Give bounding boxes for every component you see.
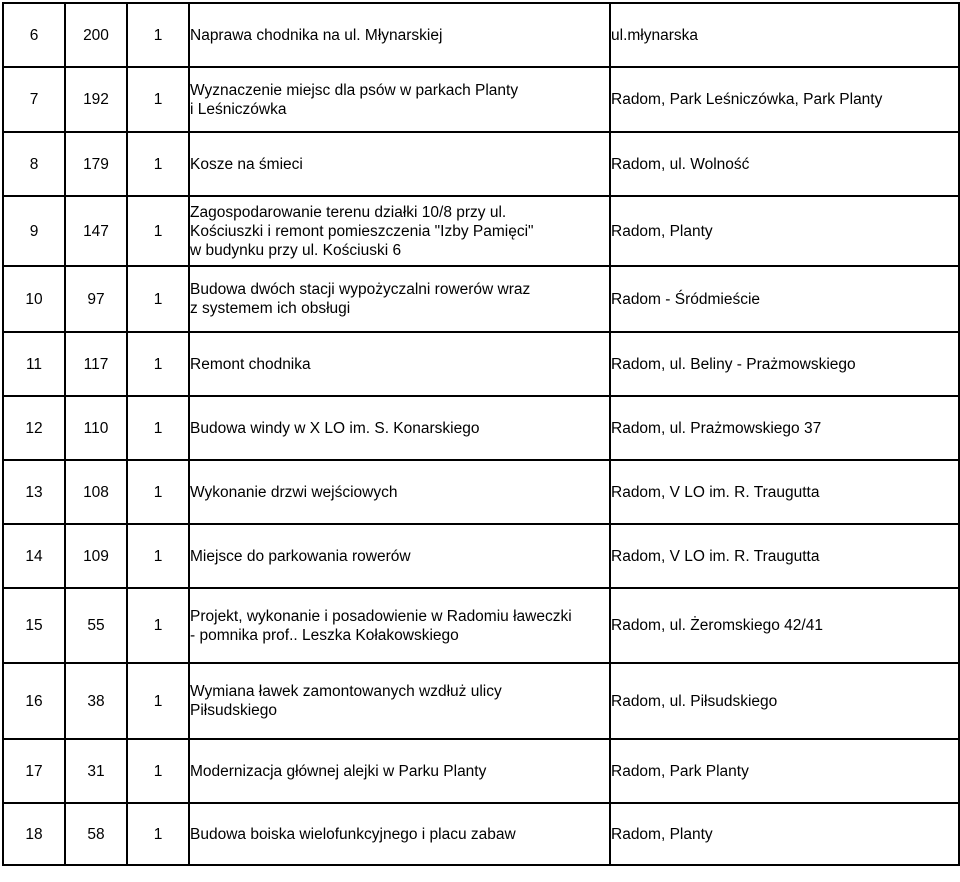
- project-name-line: Wyznaczenie miejsc dla psów w parkach Planty: [190, 81, 519, 99]
- project-location: Radom, Planty: [610, 803, 959, 865]
- project-location: Radom, ul. Beliny - Prażmowskiego: [610, 332, 959, 396]
- row-number: 14: [3, 524, 65, 588]
- project-location: Radom, Planty: [610, 196, 959, 266]
- row-number: 17: [3, 739, 65, 803]
- project-location: Radom - Śródmieście: [610, 266, 959, 332]
- project-name-line: Wymiana ławek zamontowanych wzdłuż ulicy: [190, 683, 502, 700]
- project-name: [189, 332, 610, 396]
- row-number: 6: [3, 3, 65, 67]
- project-name-line: Kościuszki i remont pomieszczenia "Izby Pamięci": [190, 222, 534, 240]
- table-row: [3, 739, 959, 803]
- vote-count: 109: [65, 524, 127, 588]
- item-count: 1: [127, 524, 189, 588]
- projects-table-body: [3, 3, 959, 865]
- project-location: Radom, ul. Żeromskiego 42/41: [610, 588, 959, 663]
- row-number: 8: [3, 132, 65, 196]
- project-name-line: Wykonanie drzwi wejściowych: [190, 483, 398, 501]
- project-name: [189, 67, 610, 132]
- project-name-line: w budynku przy ul. Kościuski 6: [190, 241, 402, 259]
- row-number: 13: [3, 460, 65, 524]
- item-count: 1: [127, 332, 189, 396]
- project-location: Radom, V LO im. R. Traugutta: [610, 524, 959, 588]
- project-location: ul.młynarska: [610, 3, 959, 67]
- item-count: 1: [127, 196, 189, 266]
- vote-count: 31: [65, 739, 127, 803]
- table-row: [3, 332, 959, 396]
- project-location: Radom, ul. Wolność: [610, 132, 959, 196]
- item-count: 1: [127, 132, 189, 196]
- table-row: [3, 3, 959, 67]
- vote-count: 110: [65, 396, 127, 460]
- project-name-line: Miejsce do parkowania rowerów: [190, 547, 411, 565]
- row-number: 9: [3, 196, 65, 266]
- project-location: Radom, V LO im. R. Traugutta: [610, 460, 959, 524]
- project-name-line: Budowa boiska wielofunkcyjnego i placu zabaw: [190, 825, 516, 843]
- project-name-line: Naprawa chodnika na ul. Młynarskiej: [190, 26, 443, 44]
- item-count: 1: [127, 803, 189, 865]
- row-number: 11: [3, 332, 65, 396]
- project-name-line: Budowa windy w X LO im. S. Konarskiego: [190, 419, 480, 437]
- table-row: [3, 266, 959, 332]
- table-row: [3, 67, 959, 132]
- row-number: 7: [3, 67, 65, 132]
- table-row: [3, 196, 959, 266]
- item-count: 1: [127, 460, 189, 524]
- vote-count: 38: [65, 663, 127, 739]
- project-name-line: Projekt, wykonanie i posadowienie w Radomiu ławeczki: [190, 607, 572, 625]
- vote-count: 55: [65, 588, 127, 663]
- table-row: [3, 803, 959, 865]
- item-count: 1: [127, 67, 189, 132]
- project-name: [189, 803, 610, 865]
- vote-count: 200: [65, 3, 127, 67]
- project-location: Radom, ul. Piłsudskiego: [610, 663, 959, 739]
- vote-count: 179: [65, 132, 127, 196]
- project-name: [189, 196, 610, 266]
- project-name-line: Remont chodnika: [190, 355, 311, 373]
- vote-count: 192: [65, 67, 127, 132]
- project-name: [189, 588, 610, 663]
- table-row: [3, 396, 959, 460]
- project-name: [189, 739, 610, 803]
- project-name-line: Modernizacja głównej alejki w Parku Planty: [190, 762, 487, 780]
- project-name-line: i Leśniczówka: [190, 100, 287, 118]
- item-count: 1: [127, 663, 189, 739]
- row-number: 16: [3, 663, 65, 739]
- project-name-line: z systemem ich obsługi: [190, 300, 351, 317]
- vote-count: 97: [65, 266, 127, 332]
- table-row: [3, 460, 959, 524]
- project-name-line: - pomnika prof.. Leszka Kołakowskiego: [190, 626, 459, 644]
- project-name: [189, 266, 610, 332]
- project-location: Radom, ul. Prażmowskiego 37: [610, 396, 959, 460]
- vote-count: 117: [65, 332, 127, 396]
- item-count: 1: [127, 396, 189, 460]
- table-row: [3, 132, 959, 196]
- row-number: 12: [3, 396, 65, 460]
- project-location: Radom, Park Planty: [610, 739, 959, 803]
- table-row: [3, 524, 959, 588]
- project-name: [189, 663, 610, 739]
- project-name: [189, 396, 610, 460]
- project-name-line: Piłsudskiego: [190, 702, 278, 719]
- project-name: [189, 524, 610, 588]
- project-name: [189, 132, 610, 196]
- row-number: 18: [3, 803, 65, 865]
- item-count: 1: [127, 739, 189, 803]
- project-location: Radom, Park Leśniczówka, Park Planty: [610, 67, 959, 132]
- project-name-line: Kosze na śmieci: [190, 155, 303, 173]
- project-name: [189, 460, 610, 524]
- item-count: 1: [127, 266, 189, 332]
- project-name: [189, 3, 610, 67]
- vote-count: 108: [65, 460, 127, 524]
- project-name-line: Budowa dwóch stacji wypożyczalni rowerów wraz: [190, 281, 531, 298]
- projects-table: [2, 2, 960, 866]
- item-count: 1: [127, 3, 189, 67]
- project-name-line: Zagospodarowanie terenu działki 10/8 przy ul.: [190, 203, 507, 221]
- table-row: [3, 663, 959, 739]
- vote-count: 58: [65, 803, 127, 865]
- row-number: 10: [3, 266, 65, 332]
- item-count: 1: [127, 588, 189, 663]
- row-number: 15: [3, 588, 65, 663]
- vote-count: 147: [65, 196, 127, 266]
- table-row: [3, 588, 959, 663]
